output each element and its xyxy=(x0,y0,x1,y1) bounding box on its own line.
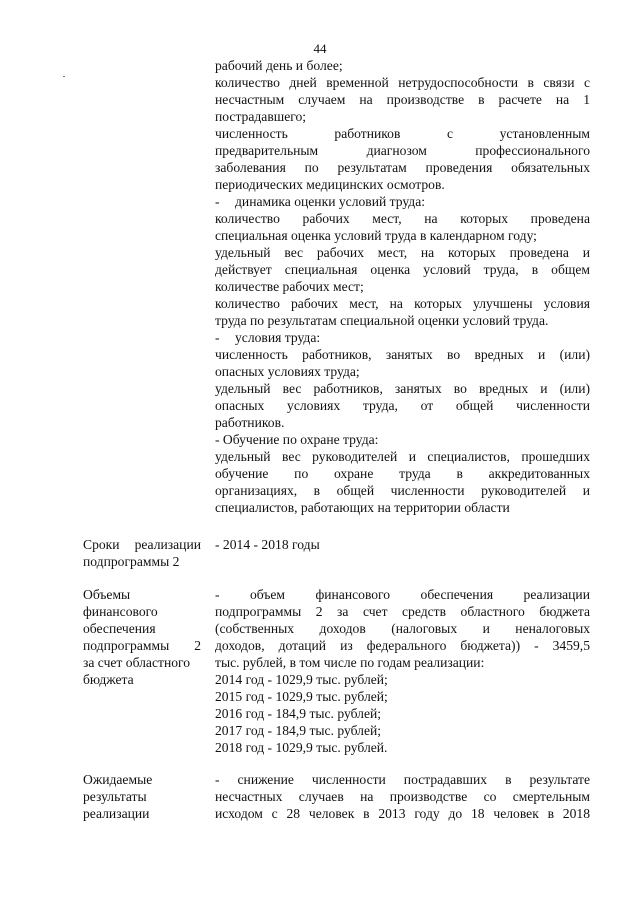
text-line: несчастным случаем на производстве в расчете на 1 xyxy=(215,92,590,107)
text-line: периодических медицинских осмотров. xyxy=(215,177,445,192)
text-line: удельный вес руководителей и специалистов, прошедших xyxy=(215,449,590,464)
text-line: удельный вес работников, занятых во вредных и (или) xyxy=(215,381,590,396)
text-line: пострадавшего; xyxy=(215,109,307,124)
year-line: 2018 год - 1029,9 тыс. рублей. xyxy=(215,740,388,755)
text-line: специальная оценка условий труда в календарном году; xyxy=(215,228,537,243)
text-line: количество дней временной нетрудоспособности в связи с xyxy=(215,75,590,90)
text-line: заболевания по результатам проведения обязательных xyxy=(215,160,590,175)
label-line: результаты xyxy=(83,789,147,804)
dash-marker: - xyxy=(215,330,220,345)
text-line: несчастных случаев на производстве со смертельным xyxy=(215,789,590,804)
text-line: специалистов, работающих на территории области xyxy=(215,500,510,515)
text-line: работников. xyxy=(215,415,285,430)
text-line: количество рабочих мест, на которых проведена xyxy=(215,211,590,226)
text-line: труда по результатам специальной оценки условий труда. xyxy=(215,313,549,328)
page-number: 44 xyxy=(313,41,327,56)
text-line: исходом с 28 человек в 2013 году до 18 человек в 2018 xyxy=(215,806,590,821)
text-line: количество рабочих мест, на которых улучшены условия xyxy=(215,296,590,311)
text-line: организациях, в общей численности руководителей и xyxy=(215,483,590,498)
year-line: 2016 год - 184,9 тыс. рублей; xyxy=(215,706,382,721)
label-line: обеспечения xyxy=(83,621,156,636)
year-line: 2014 год - 1029,9 тыс. рублей; xyxy=(215,672,388,687)
bullet-heading xyxy=(215,193,590,210)
text-line: опасных условиях труда; xyxy=(215,364,360,379)
label-line: подпрограммы 2 xyxy=(83,638,201,653)
results-label xyxy=(83,771,201,822)
label-line: Сроки реализации xyxy=(83,537,201,552)
text-line: (собственных доходов (налоговых и неналоговых xyxy=(215,621,590,636)
text-line: действует специальная оценка условий труда, в общем xyxy=(215,262,590,277)
terms-label xyxy=(83,536,201,570)
year-line: 2015 год - 1029,9 тыс. рублей; xyxy=(215,689,388,704)
text-line: удельный вес рабочих мест, на которых проведена и xyxy=(215,245,590,260)
bullet-heading xyxy=(215,329,590,346)
label-line: бюджета xyxy=(83,672,134,687)
label-line: Ожидаемые xyxy=(83,772,153,787)
text-line: тыс. рублей, в том числе по годам реализации: xyxy=(215,655,485,670)
bullet-heading: - Обучение по охране труда: xyxy=(215,432,379,447)
indicators-continuation xyxy=(215,57,590,516)
scan-mark xyxy=(63,76,65,77)
funding-value xyxy=(215,586,590,756)
year-line: 2017 год - 184,9 тыс. рублей; xyxy=(215,723,382,738)
text-line: - объем финансового обеспечения реализации xyxy=(215,587,590,602)
text-line: рабочий день и более; xyxy=(215,58,343,73)
text-line: численность работников, занятых во вредных и (или) xyxy=(215,347,590,362)
label-line: финансового xyxy=(83,604,158,619)
label-line: за счет областного xyxy=(83,655,191,670)
label-line: Объемы xyxy=(83,587,131,602)
dash-marker: - xyxy=(215,194,220,209)
label-line: реализации xyxy=(83,806,150,821)
results-value xyxy=(215,771,590,822)
terms-text: - 2014 - 2018 годы xyxy=(215,537,320,552)
text-line: предварительным диагнозом профессионального xyxy=(215,143,590,158)
label-line: подпрограммы 2 xyxy=(83,554,180,569)
text-line: численность работников с установленным xyxy=(215,126,590,141)
text-line: доходов, дотаций из федерального бюджета)) - 3459,5 xyxy=(215,638,590,653)
terms-value xyxy=(215,536,590,553)
text-line: - снижение численности пострадавших в результате xyxy=(215,772,590,787)
bullet-text: условия труда: xyxy=(235,330,321,345)
funding-label xyxy=(83,586,201,688)
text-line: подпрограммы 2 за счет средств областного бюджета xyxy=(215,604,590,619)
bullet-text: динамика оценки условий труда: xyxy=(235,194,426,209)
text-line: количестве рабочих мест; xyxy=(215,279,364,294)
text-line: обучение по охране труда в аккредитованных xyxy=(215,466,590,481)
text-line: опасных условиях труда, от общей численности xyxy=(215,398,590,413)
